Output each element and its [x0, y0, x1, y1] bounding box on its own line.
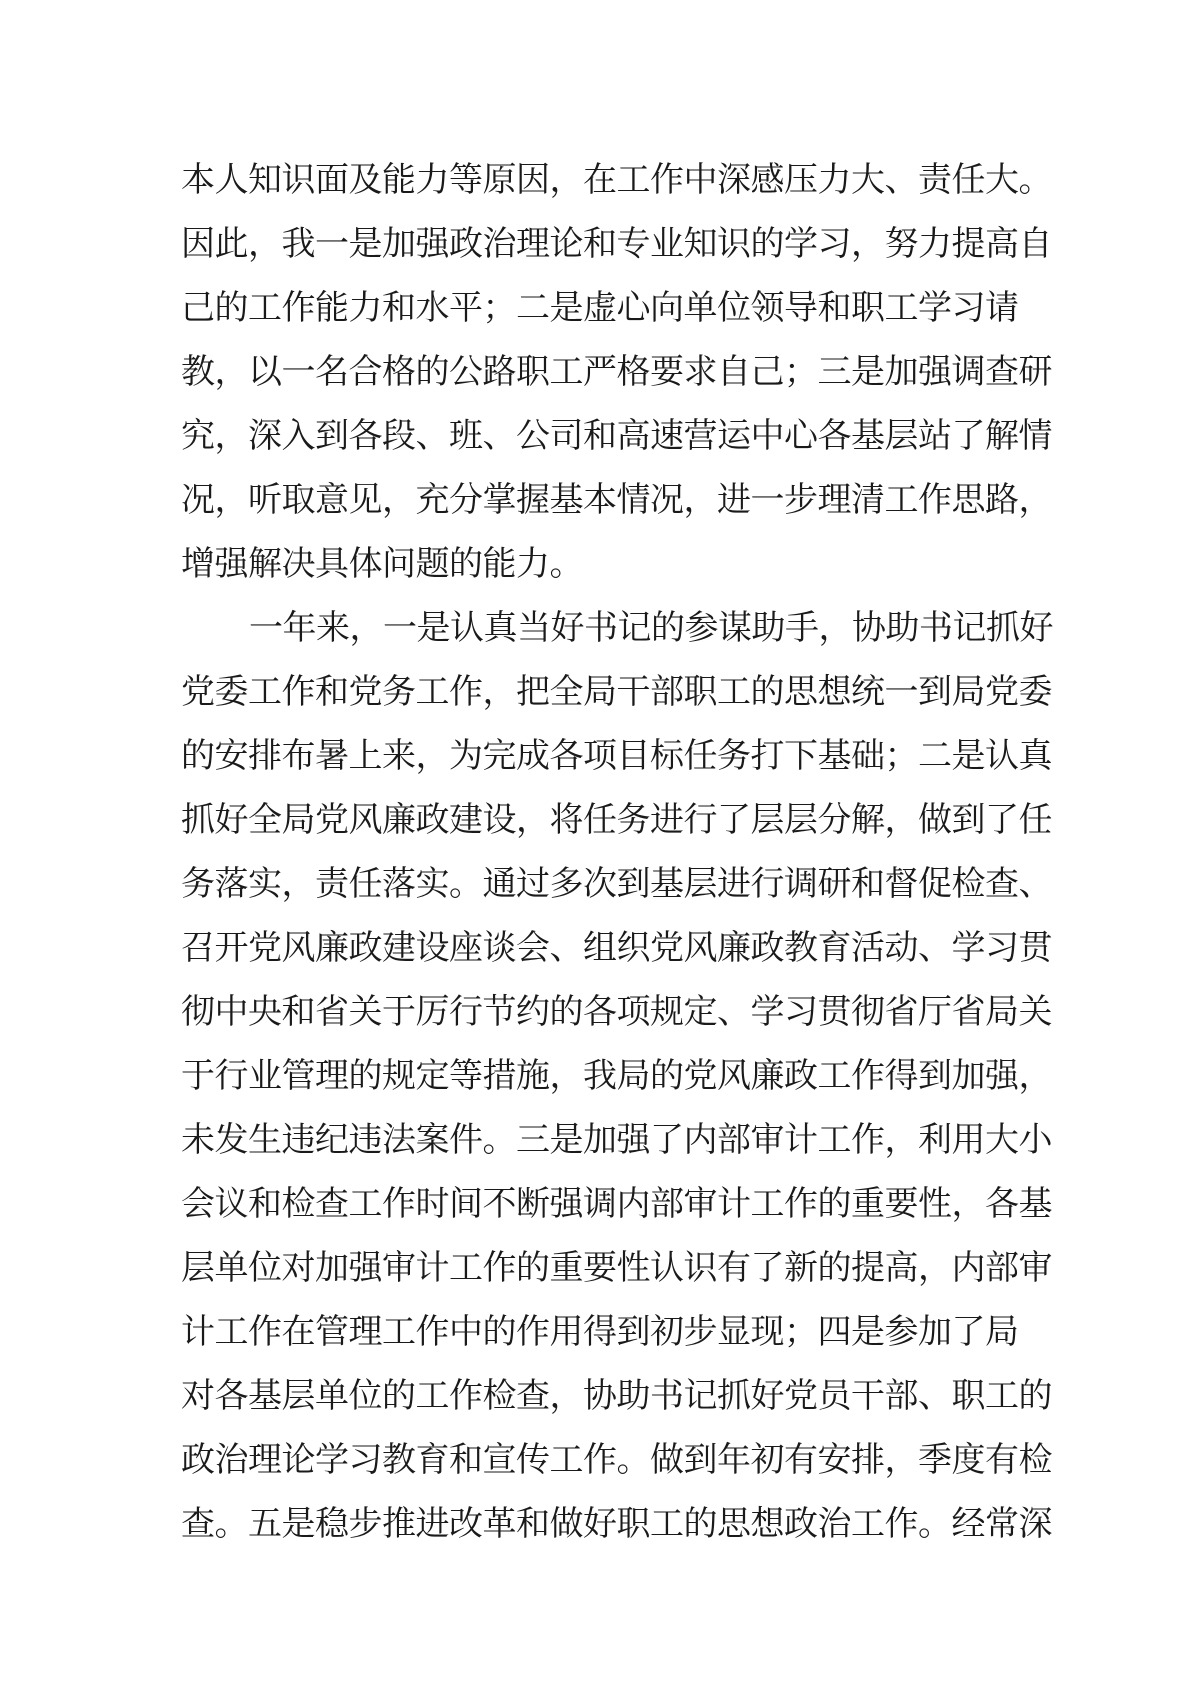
text-line: 层单位对加强审计工作的重要性认识有了新的提高，内部审 [181, 1248, 1052, 1288]
text-line: 己的工作能力和水平；二是虚心向单位领导和职工学习请 [181, 288, 1019, 328]
text-line: 计工作在管理工作中的作用得到初步显现；四是参加了局 [181, 1312, 1019, 1352]
text-line: 政治理论学习教育和宣传工作。做到年初有安排，季度有检 [181, 1440, 1052, 1480]
text-line: 本人知识面及能力等原因，在工作中深感压力大、责任大。 [181, 160, 1052, 200]
text-line: 彻中央和省关于厉行节约的各项规定、学习贯彻省厅省局关 [181, 992, 1052, 1032]
text-line: 教，以一名合格的公路职工严格要求自己；三是加强调查研 [181, 352, 1052, 392]
text-line: 对各基层单位的工作检查，协助书记抓好党员干部、职工的 [181, 1376, 1052, 1416]
text-line: 务落实，责任落实。通过多次到基层进行调研和督促检查、 [181, 864, 1052, 904]
text-line: 于行业管理的规定等措施，我局的党风廉政工作得到加强， [181, 1056, 1052, 1096]
text-line: 的安排布暑上来，为完成各项目标任务打下基础；二是认真 [181, 736, 1052, 776]
text-line: 抓好全局党风廉政建设，将任务进行了层层分解，做到了任 [181, 800, 1052, 840]
text-line: 会议和检查工作时间不断强调内部审计工作的重要性，各基 [181, 1184, 1052, 1224]
text-line: 未发生违纪违法案件。三是加强了内部审计工作，利用大小 [181, 1120, 1052, 1160]
text-line: 况，听取意见，充分掌握基本情况，进一步理清工作思路， [181, 480, 1052, 520]
text-line: 因此，我一是加强政治理论和专业知识的学习，努力提高自 [181, 224, 1052, 264]
text-line: 究，深入到各段、班、公司和高速营运中心各基层站了解情 [181, 416, 1052, 456]
text-line: 召开党风廉政建设座谈会、组织党风廉政教育活动、学习贯 [181, 928, 1052, 968]
text-line: 增强解决具体问题的能力。 [181, 544, 583, 584]
text-line: 党委工作和党务工作，把全局干部职工的思想统一到局党委 [181, 672, 1052, 712]
paragraph-first-line: 一年来，一是认真当好书记的参谋助手，协助书记抓好 [249, 608, 1053, 648]
body-text [181, 148, 1061, 1556]
text-line: 查。五是稳步推进改革和做好职工的思想政治工作。经常深 [181, 1504, 1052, 1544]
